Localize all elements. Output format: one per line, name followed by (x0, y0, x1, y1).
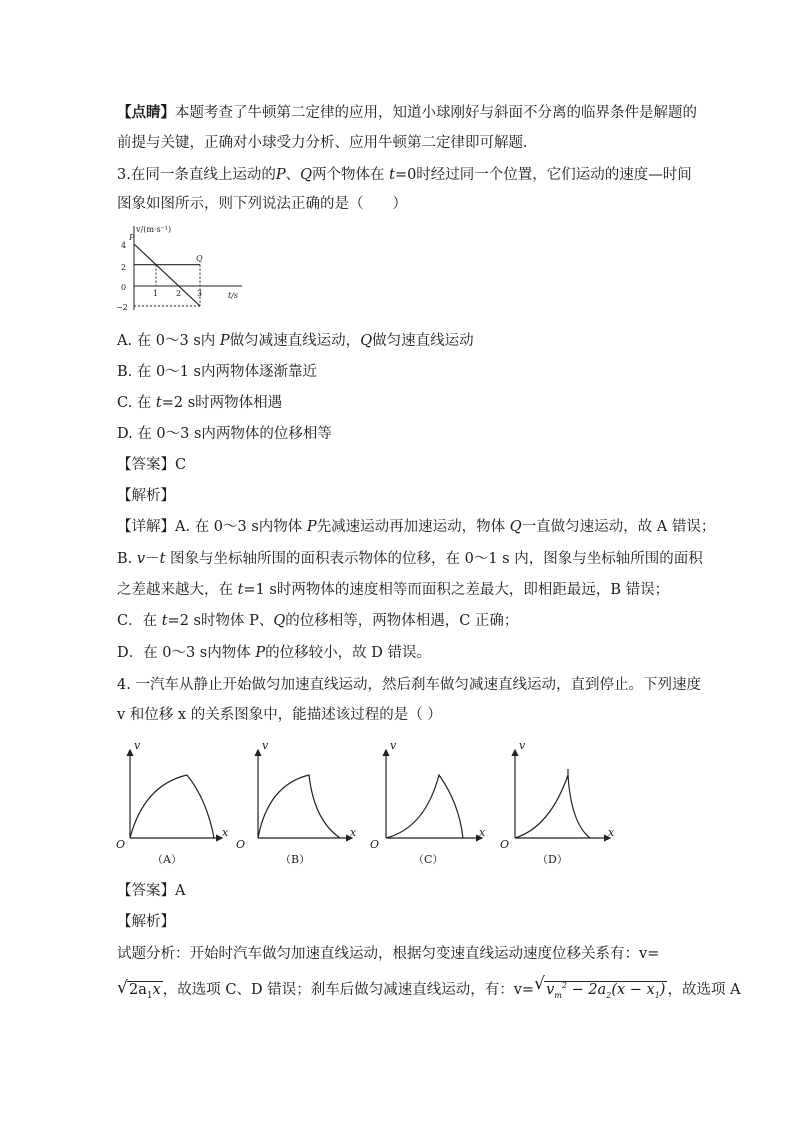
q4-answer: 【答案】A (117, 883, 186, 899)
q3-explanation-1: 【详解】A. 在 0～3 s内物体 P先减速运动再加速运动，物体 Q一直做匀速运动，故 A 错误； (117, 519, 716, 535)
q3-option-d: D. 在 0～3 s内两物体的位移相等 (117, 426, 332, 442)
q3-explanation-4: C．在 t=2 s时物体 P、Q的位移相等，两物体相遇，C 正确； (117, 613, 519, 629)
question-3-stem-2: 图象如图所示，则下列说法正确的是（ ） (117, 196, 407, 212)
q4-explanation-1: 试题分析：开始时汽车做匀加速直线运动，根据匀变速直线运动速度位移关系有：v= (117, 946, 660, 962)
ytick-4: 4 (121, 241, 127, 250)
graph-a-origin: O (116, 838, 126, 851)
q3-option-a: A. 在 0～3 s内 P做匀减速直线运动，Q做匀速直线运动 (117, 333, 474, 349)
sqrt-formula-2: √ $v_m^2 - 2a_2(x - x_1)$ (534, 974, 666, 1000)
question-4-stem-2: v 和位移 x 的关系图象中，能描述该过程的是（ ） (117, 707, 442, 723)
graph-b (258, 750, 352, 838)
q3-option-b: B. 在 0～1 s内两物体逐渐靠近 (117, 364, 317, 380)
graph-c-x: x (479, 826, 486, 839)
graph-b-origin: O (236, 838, 246, 851)
graph-a (130, 750, 222, 838)
graph-d (515, 750, 610, 838)
q3-vt-chart (112, 222, 252, 314)
graph-b-x: x (350, 826, 357, 839)
q3-explanation-5: D．在 0～3 s内物体 P的位移较小，故 D 错误。 (117, 645, 431, 661)
sqrt-formula-1: √ $2a_1x$ (117, 977, 161, 1001)
ytick-minus2: −2 (116, 303, 128, 312)
graph-c-caption: （C） (413, 853, 444, 866)
graph-d-x: x (608, 826, 615, 839)
graph-d-origin: O (500, 838, 510, 851)
series-label-Q: Q (196, 254, 203, 263)
graph-c-origin: O (370, 838, 380, 851)
xtick-1: 1 (153, 289, 159, 298)
question-4-stem: 4. 一汽车从静止开始做匀加速直线运动，然后刹车做匀减速直线运动，直到停止。下列速度 (117, 677, 701, 693)
graph-b-caption: （B） (280, 853, 311, 866)
graph-a-v: v (134, 739, 141, 752)
q3-explanation-3: 之差越来越大，在 t=1 s时两物体的速度相等而面积之差最大，即相距最远，B 错误； (117, 582, 670, 598)
question-3-stem: 3.在同一条直线上运动的P、Q两个物体在 t=0时经过同一个位置，它们运动的速度—时间 (117, 167, 692, 183)
q3-analysis-head: 【解析】 (117, 488, 175, 504)
q4-analysis-head: 【解析】 (117, 914, 175, 930)
ytick-2: 2 (121, 263, 127, 272)
tip-text: 本题考查了牛顿第二定律的应用，知道小球刚好与斜面不分离的临界条件是解题的 (175, 105, 697, 121)
graph-c-v: v (390, 739, 397, 752)
q3-explanation-2: B. v－t 图象与坐标轴所围的面积表示物体的位移，在 0～1 s 内，图象与坐标轴所围的面积 (117, 551, 703, 567)
ytick-0: 0 (121, 283, 127, 292)
graph-b-v: v (262, 739, 269, 752)
tip-tag: 【点睛】 (117, 104, 175, 121)
q4-explanation-2: √ $2a_1x$ ，故选项 C、D 错误；刹车后做匀减速直线运动，有：v= √ $v_m^2 - 2a_2(x - x_1)$ ，故选项 A (117, 976, 741, 1006)
chart-xlabel: t/s (228, 291, 239, 300)
solution-tip-line-1 (117, 103, 697, 123)
solution-tip-line-2: 前提与关键，正确对小球受力分析、应用牛顿第二定律即可解题． (117, 135, 538, 151)
q3-option-c: C. 在 t=2 s时两物体相遇 (117, 395, 283, 411)
series-line-P (134, 244, 203, 306)
graph-d-v: v (519, 739, 526, 752)
graph-a-caption: （A） (152, 853, 182, 866)
q3-answer: 【答案】C (117, 457, 187, 473)
chart-ylabel: v/(m·s⁻¹) (136, 225, 172, 234)
xtick-3: 3 (197, 289, 203, 298)
graph-c (386, 750, 482, 838)
graph-d-caption: （D） (537, 853, 568, 866)
series-label-P: P (129, 233, 135, 242)
q4-graphs (110, 735, 630, 875)
graph-a-x: x (222, 826, 229, 839)
xtick-2: 2 (176, 289, 182, 298)
